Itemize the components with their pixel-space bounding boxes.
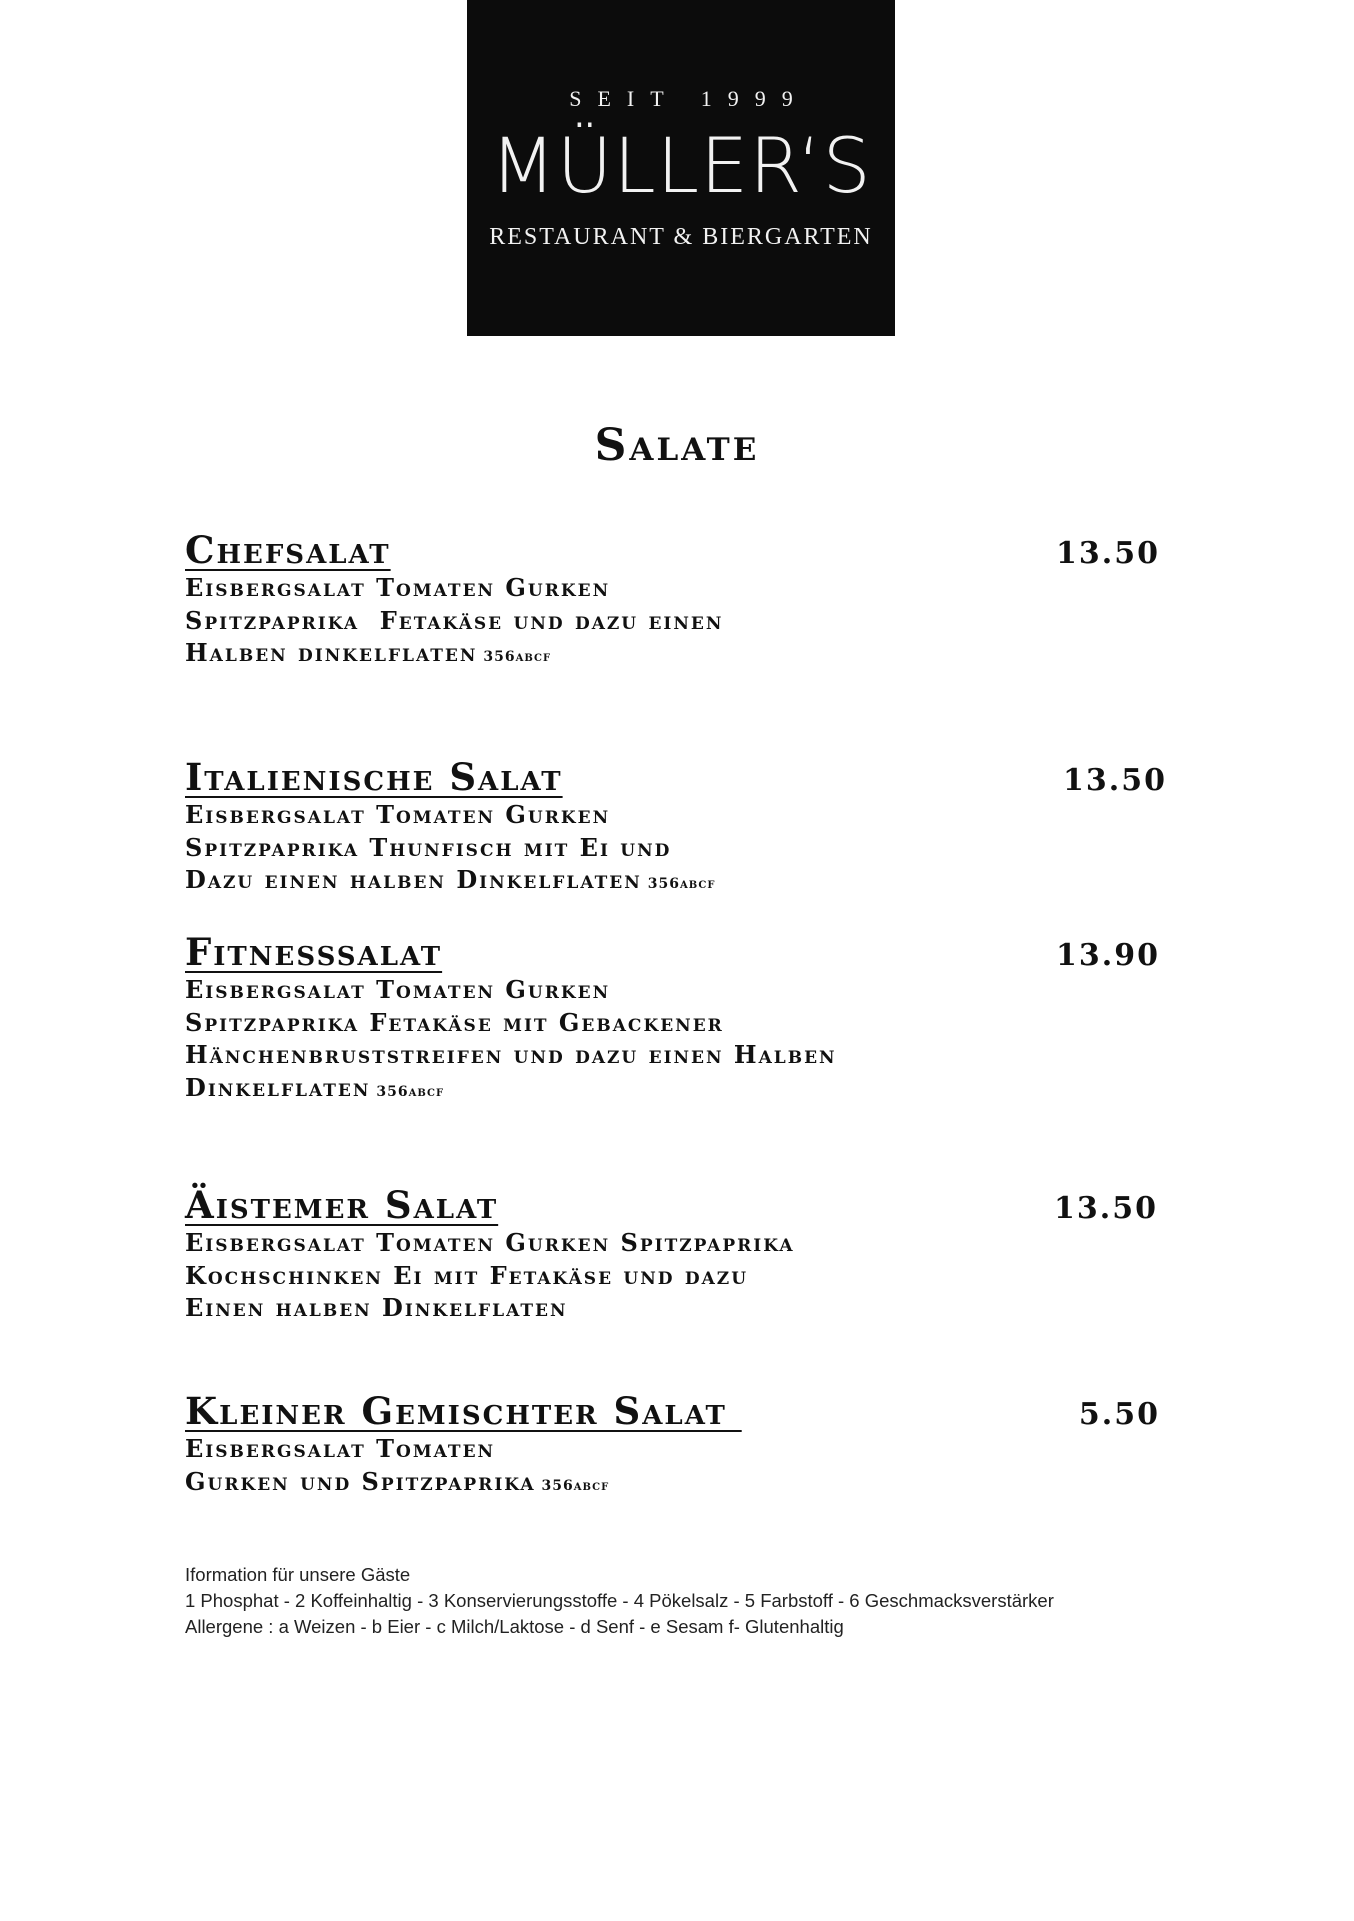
menu-item-aistemer-salat (185, 1183, 1185, 1325)
menu-item-price: 5.50 (1078, 1397, 1160, 1432)
additives-legend: 1 Phosphat - 2 Koffeinhaltig - 3 Konservierungsstoffe - 4 Pökelsalz - 5 Farbstoff - 6 Geschmacksverstärker (185, 1590, 1054, 1611)
restaurant-logo (467, 0, 895, 336)
menu-item-price: 13.50 (1056, 536, 1160, 571)
description-line: Einen halben Dinkelflaten (185, 1293, 568, 1322)
menu-item-name: Kleiner Gemischter Salat (185, 1389, 742, 1433)
menu-item-price: 13.50 (1063, 763, 1167, 798)
menu-item-kleiner-gemischter-salat (185, 1389, 1185, 1502)
menu-item-description (185, 799, 1185, 901)
allergen-codes: 356abcf (376, 1083, 445, 1100)
menu-item-name: Italienische Salat (185, 755, 563, 799)
allergen-codes: 356abcf (483, 649, 552, 665)
menu-item-price: 13.50 (1054, 1191, 1158, 1226)
description-line: Eisbergsalat Tomaten Gurken Spitzpaprika (185, 1228, 795, 1257)
menu-item-name: Chefsalat (185, 528, 391, 572)
menu-item-description (185, 572, 1185, 674)
description-line: Hänchenbruststreifen und dazu einen Halben (185, 1040, 837, 1069)
logo-since-text: SEIT 1999 (569, 86, 809, 111)
logo-restaurant-name: MÜLLER‘S (490, 121, 872, 210)
description-line: Eisbergsalat Tomaten Gurken (185, 573, 611, 602)
menu-item-description (185, 974, 1185, 1108)
description-line: Kochschinken Ei mit Fetakäse und dazu (185, 1260, 749, 1290)
description-line: Halben dinkelflaten 356abcf (185, 638, 552, 667)
menu-item-price: 13.90 (1056, 938, 1160, 973)
description-line: Eisbergsalat Tomaten Gurken (185, 975, 611, 1004)
logo-subtitle: RESTAURANT & BIERGARTEN (489, 224, 873, 250)
menu-item-description (185, 1227, 1185, 1325)
menu-item-italienische-salat (185, 755, 1185, 901)
description-line: Eisbergsalat Tomaten (185, 1434, 496, 1463)
description-line: Spitzpaprika Thunfisch mit Ei und (185, 832, 672, 862)
menu-item-name: Fitnesssalat (185, 930, 443, 974)
description-line: Spitzpaprika Fetakäse und dazu einen (185, 605, 724, 635)
menu-item-fitnesssalat (185, 930, 1185, 1108)
allergen-codes: 356abcf (541, 1477, 610, 1494)
guest-information (185, 1562, 1185, 1640)
description-line: Spitzpaprika Fetakäse mit Gebackener (185, 1007, 724, 1037)
menu-item-chefsalat (185, 528, 1185, 674)
menu-item-description (185, 1433, 1185, 1502)
description-line: Gurken und Spitzpaprika 356abcf (185, 1466, 610, 1496)
info-heading: Iformation für unsere Gäste (185, 1564, 411, 1585)
section-title: Salate (594, 420, 760, 471)
description-line: Eisbergsalat Tomaten Gurken (185, 800, 611, 829)
menu-item-name: Äistemer Salat (185, 1183, 499, 1227)
allergens-legend: Allergene : a Weizen - b Eier - c Milch/Laktose - d Senf - e Sesam f- Glutenhaltig (185, 1616, 844, 1637)
allergen-codes: 356abcf (647, 876, 716, 892)
description-line: Dinkelflaten 356abcf (185, 1072, 445, 1102)
description-line: Dazu einen halben Dinkelflaten 356abcf (185, 865, 716, 894)
